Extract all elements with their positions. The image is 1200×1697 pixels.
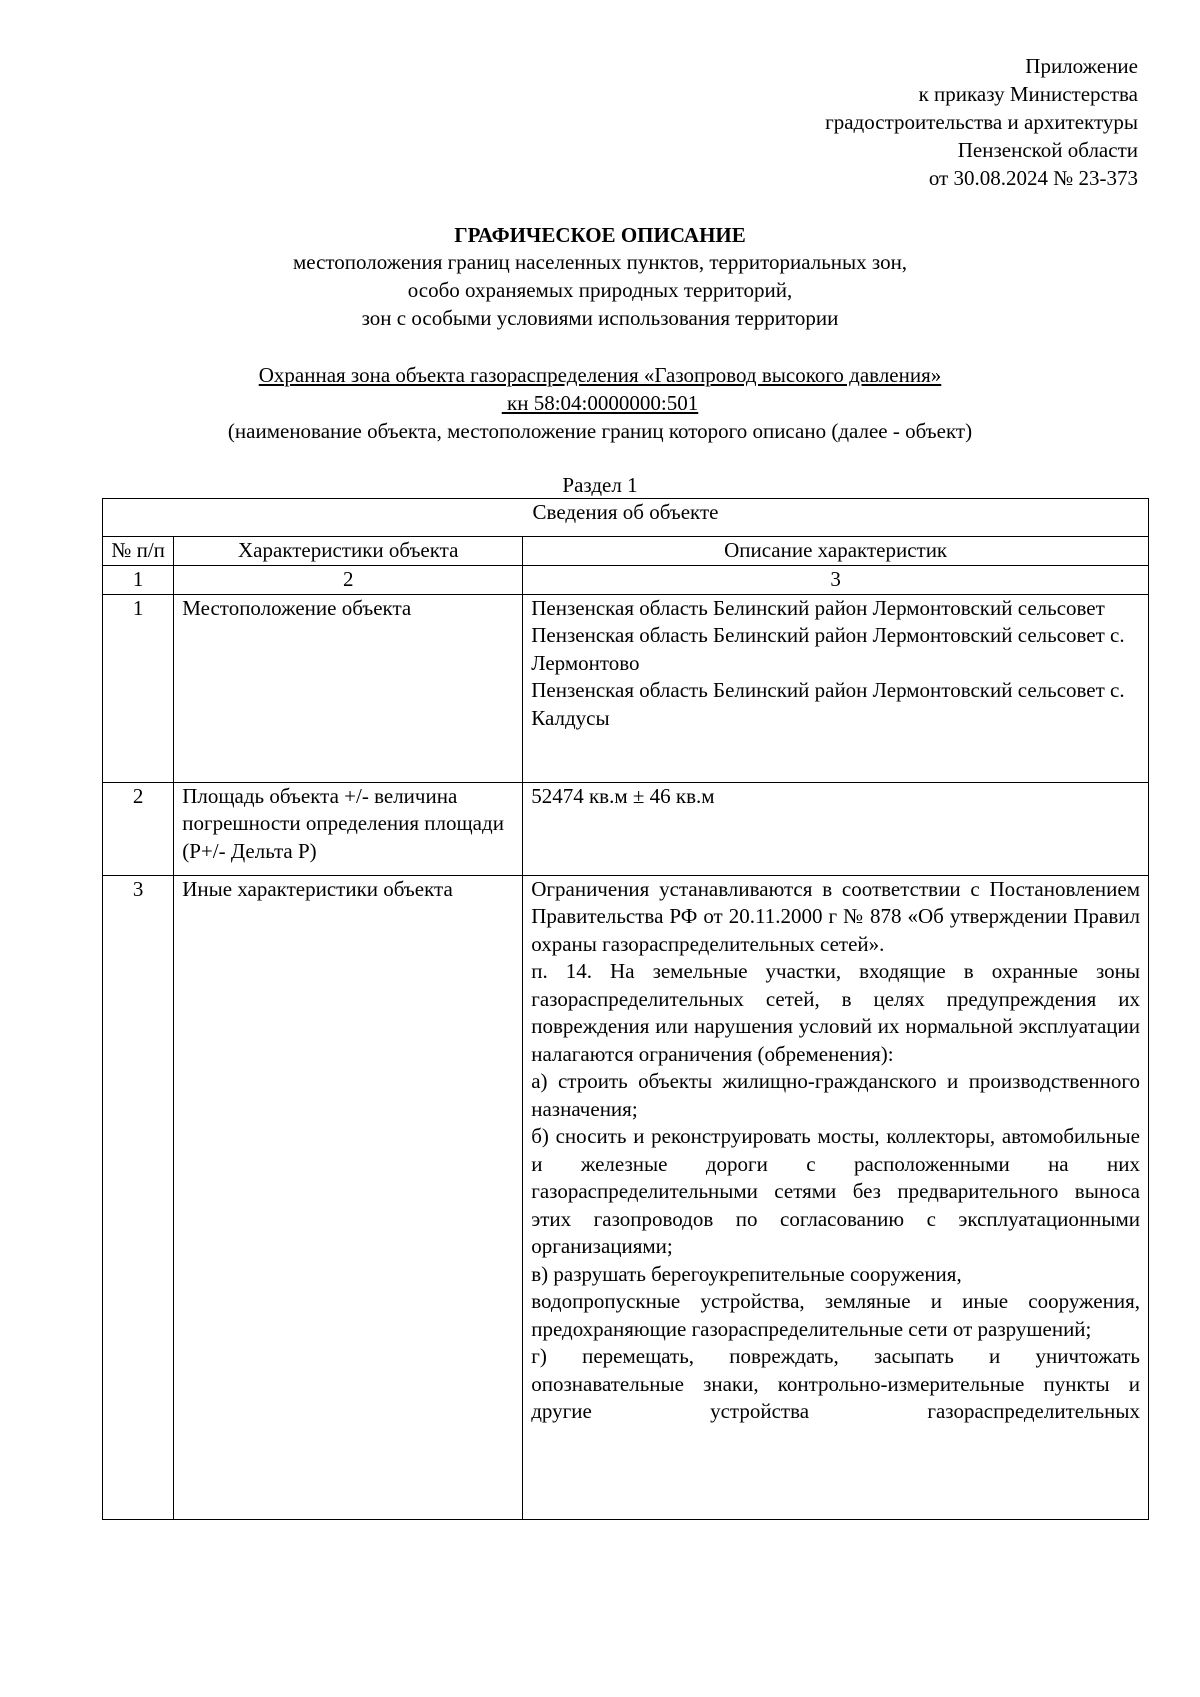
appendix-line: от 30.08.2024 № 23-373	[928, 166, 1138, 190]
row-number: 2	[103, 782, 174, 875]
header-cell-number: № п/п	[103, 537, 174, 566]
row-number: 3	[103, 875, 174, 1519]
subtitle-line: зон с особыми условиями использования территории	[361, 306, 839, 330]
object-cadastral-number: кн 58:04:0000000:501	[501, 391, 699, 415]
appendix-line: градостроительства и архитектуры	[825, 110, 1138, 134]
appendix-line: Приложение	[1025, 54, 1138, 78]
subtitle-line: особо охраняемых природных территорий,	[407, 278, 793, 302]
column-number-cell: 2	[174, 566, 523, 595]
header-cell-description: Описание характеристик	[523, 537, 1149, 566]
row-number: 1	[103, 594, 174, 782]
table-row	[103, 782, 1149, 875]
row-description	[523, 875, 1149, 1519]
table-title: Сведения об объекте	[103, 499, 1149, 537]
object-caption: (наименование объекта, местоположение границ которого описано (далее - объект)	[227, 419, 973, 443]
header-cell-characteristic: Характеристики объекта	[174, 537, 523, 566]
description-line: п. 14. На земельные участки, входящие в охранные зоны газораспределительных сетей, в целях предупреждения их повреждения или нарушения условий их нормальной эксплуатации налагаются ограничения (обременения):	[531, 959, 1140, 1066]
description-line: г) перемещать, повреждать, засыпать и уничтожать опознавательные знаки, контрольно-измерительные пункты и другие устройства газораспределительных	[531, 1344, 1140, 1423]
row-characteristic: Площадь объекта +/- величина погрешности определения площади (P+/- Дельта P)	[174, 782, 523, 875]
row-characteristic: Местоположение объекта	[174, 594, 523, 782]
description-line: Ограничения устанавливаются в соответствии с Постановлением Правительства РФ от 20.11.2000 г № 878 «Об утверждении Правил охраны газораспределительных сетей».	[531, 876, 1140, 956]
description-line: Пензенская область Белинский район Лермонтовский сельсовет с. Лермонтово	[531, 623, 1125, 675]
table-row	[103, 875, 1149, 1519]
description-line: б) сносить и реконструировать мосты, коллекторы, автомобильные и железные дороги с расположенными на них газораспределительными сетями без предварительного выноса этих газопроводов по согласованию с эксплуатационными организациями;	[531, 1124, 1140, 1258]
document-subtitle	[0, 248, 1200, 332]
column-number-cell: 1	[103, 566, 174, 595]
table-title-row	[103, 499, 1149, 537]
column-number-cell: 3	[523, 566, 1149, 595]
row-characteristic: Иные характеристики объекта	[174, 875, 523, 1519]
subtitle-line: местоположения границ населенных пунктов, территориальных зон,	[292, 250, 908, 274]
document-title: ГРАФИЧЕСКОЕ ОПИСАНИЕ	[454, 223, 746, 247]
description-line: водопропускные устройства, земляные и иные сооружения, предохраняющие газораспределительные сети от разрушений;	[531, 1289, 1140, 1341]
appendix-block	[825, 52, 1138, 192]
description-line: Пензенская область Белинский район Лермонтовский сельсовет	[531, 595, 1105, 620]
description-line: 52474 кв.м ± 46 кв.м	[531, 783, 715, 808]
object-name-block	[0, 361, 1200, 445]
section-label: Раздел 1	[562, 473, 638, 497]
description-line: Пензенская область Белинский район Лермонтовский сельсовет с. Калдусы	[531, 678, 1125, 730]
appendix-line: Пензенской области	[957, 138, 1138, 162]
description-line: в) разрушать берегоукрепительные сооружения,	[531, 1261, 962, 1286]
appendix-line: к приказу Министерства	[918, 82, 1138, 106]
row-description	[523, 782, 1149, 875]
object-info-table	[102, 498, 1149, 1520]
object-name-line: Охранная зона объекта газораспределения «Газопровод высокого давления»	[258, 363, 942, 387]
table-column-numbers-row	[103, 566, 1149, 595]
table-header-row	[103, 537, 1149, 566]
description-line: а) строить объекты жилищно-гражданского и производственного назначения;	[531, 1069, 1140, 1121]
row-description	[523, 594, 1149, 782]
table-row	[103, 594, 1149, 782]
